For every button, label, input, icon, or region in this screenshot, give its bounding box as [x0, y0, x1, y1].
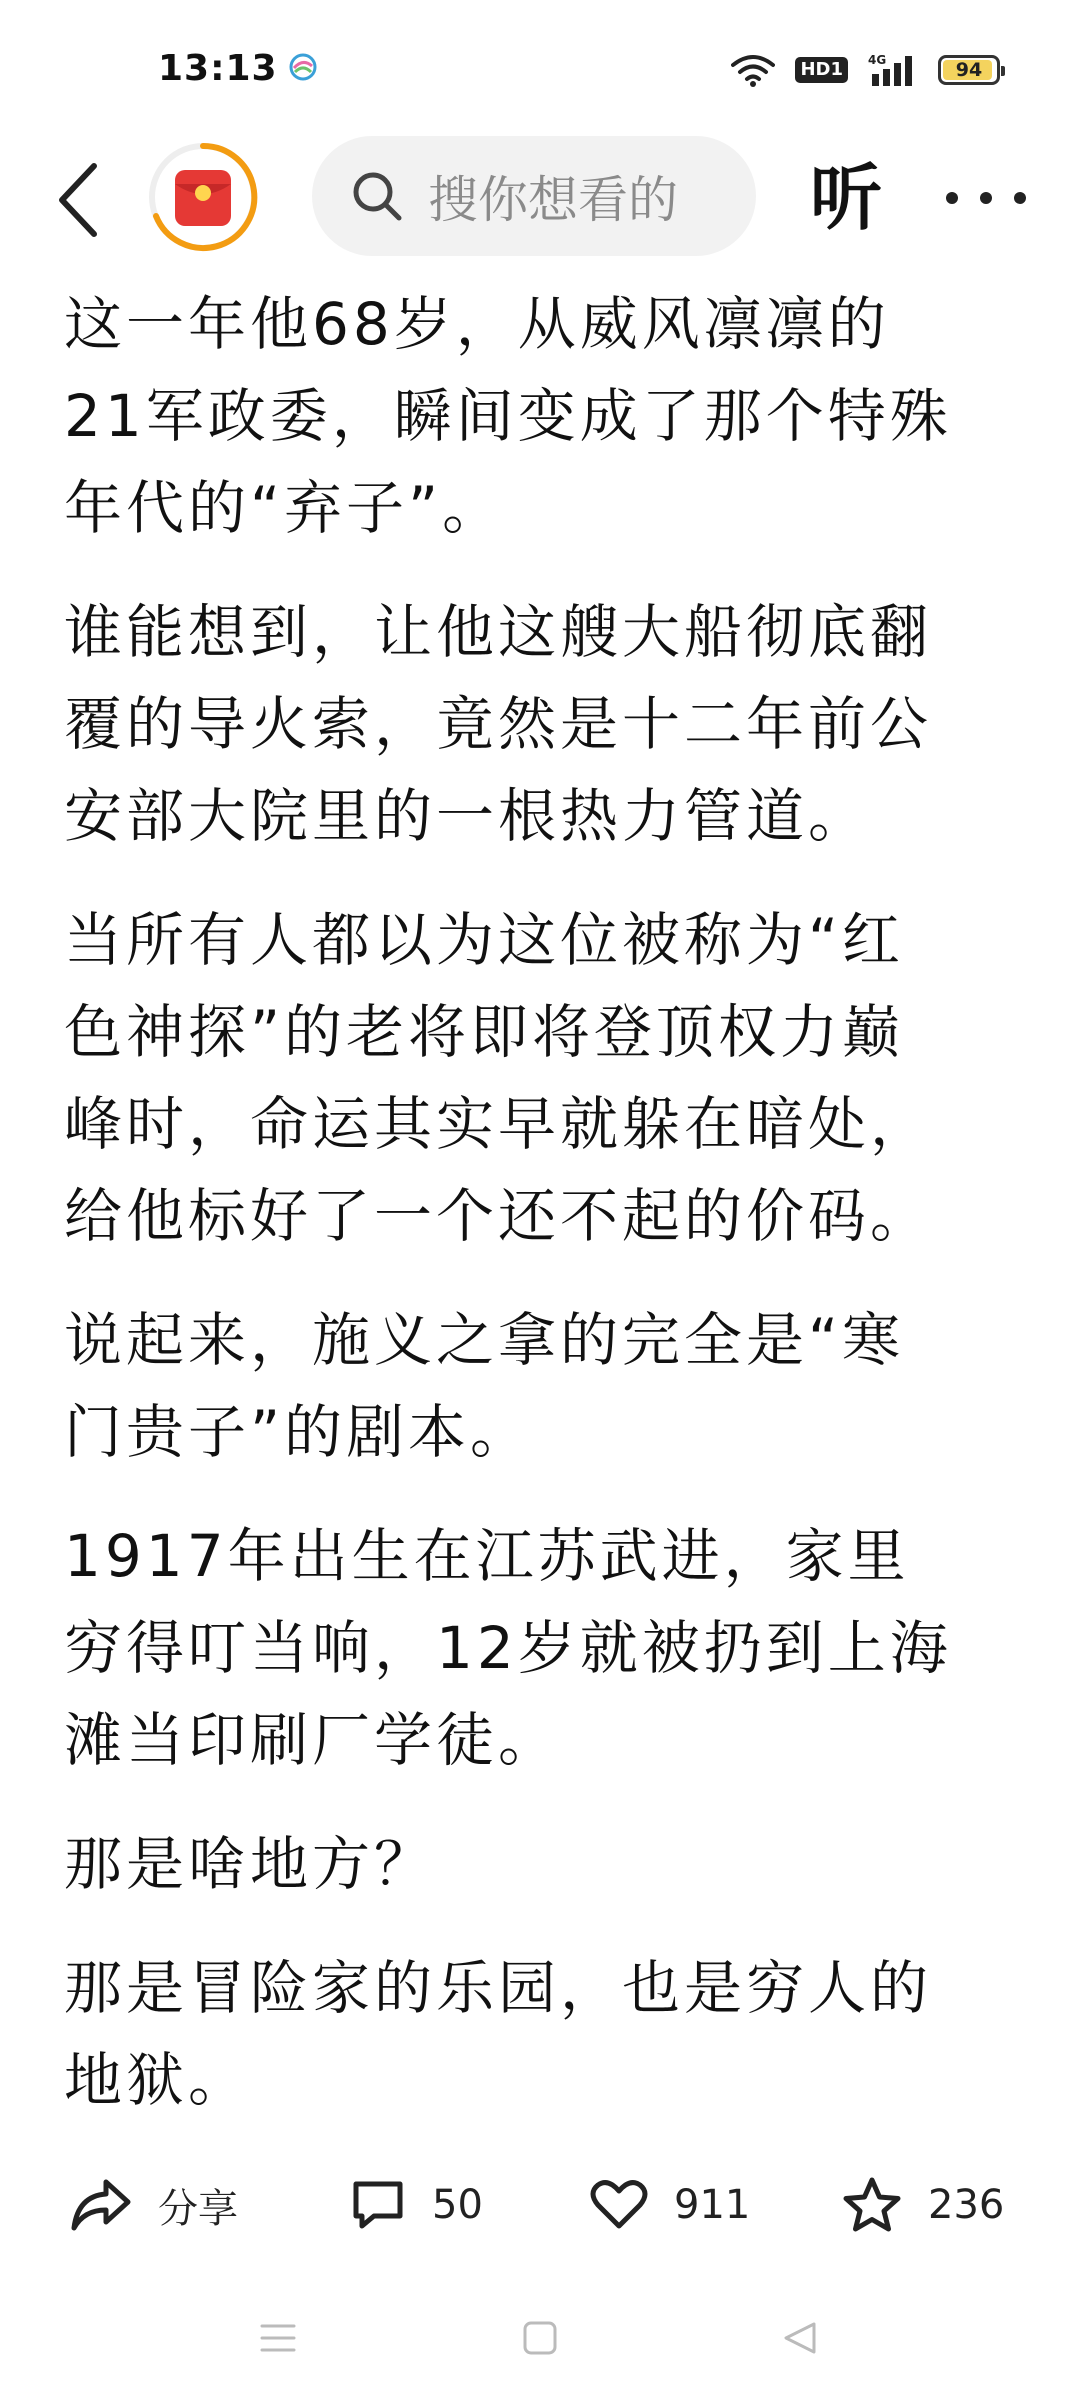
- article-paragraph: 谁能想到，让他这艘大船彻底翻覆的导火索，竟然是十二年前公安部大院里的一根热力管道。: [64, 598, 933, 850]
- menu-icon: [258, 2320, 298, 2356]
- search-input[interactable]: [312, 136, 756, 256]
- red-envelope-icon[interactable]: [148, 142, 258, 252]
- triangle-back-icon: [780, 2318, 820, 2358]
- search-icon: [350, 169, 404, 223]
- app-notification-icon: [288, 52, 318, 82]
- more-dot-icon: [946, 192, 958, 204]
- comment-button[interactable]: [350, 2170, 483, 2240]
- comment-icon: [350, 2178, 406, 2232]
- status-bar: [0, 0, 1080, 130]
- battery-level: 94: [955, 59, 983, 81]
- share-button[interactable]: [70, 2170, 238, 2240]
- like-count: 911: [674, 2182, 751, 2228]
- listen-button[interactable]: 听: [810, 156, 883, 240]
- article-paragraph: 1917年出生在江苏武进，家里穷得叮当响，12岁就被扔到上海滩当印刷厂学徒。: [64, 1522, 952, 1774]
- more-options-button[interactable]: [946, 170, 1026, 226]
- share-icon: [70, 2176, 132, 2234]
- more-dot-icon: [1014, 192, 1026, 204]
- wifi-icon: [731, 53, 775, 87]
- comment-count: 50: [432, 2182, 483, 2228]
- status-indicators: [731, 50, 1000, 90]
- home-square-icon: [521, 2319, 559, 2357]
- star-icon: [842, 2176, 902, 2234]
- article-paragraph: 那是冒险家的乐园，也是穷人的地狱。: [64, 1954, 933, 2114]
- search-placeholder: 搜你想看的: [428, 171, 678, 229]
- menu-button[interactable]: [248, 2308, 308, 2368]
- article-paragraph: 说起来，施义之拿的完全是“寒门贵子”的剧本。: [64, 1306, 905, 1466]
- home-button[interactable]: [510, 2308, 570, 2368]
- like-button[interactable]: [590, 2170, 750, 2240]
- favorite-button[interactable]: [842, 2170, 1004, 2240]
- back-nav-button[interactable]: [770, 2308, 830, 2368]
- favorite-count: 236: [928, 2182, 1005, 2228]
- article-paragraph: 当所有人都以为这位被称为“红色神探”的老将即将登顶权力巅峰时，命运其实早就躲在暗处，给他标好了一个还不起的价码。: [64, 906, 933, 1250]
- top-header: [0, 130, 1080, 270]
- status-time: 13:13: [158, 48, 278, 89]
- article-body: [64, 278, 964, 2158]
- back-button[interactable]: [48, 160, 108, 240]
- share-label: 分享: [158, 2185, 238, 2232]
- article-paragraph: 这一年他68岁，从威风凛凛的21军政委，瞬间变成了那个特殊年代的“弃子”。: [64, 290, 952, 542]
- battery-indicator: [938, 55, 1000, 85]
- svg-text:4G: 4G: [868, 53, 887, 67]
- signal-4g-icon: [868, 52, 918, 88]
- heart-icon: [590, 2178, 648, 2232]
- system-nav-bar: [0, 2290, 1080, 2400]
- more-dot-icon: [980, 192, 992, 204]
- chevron-left-icon: [56, 162, 100, 238]
- action-bar: [0, 2150, 1080, 2260]
- article-paragraph: 那是啥地方？: [64, 1830, 437, 1898]
- hd-badge: HD1: [795, 57, 848, 83]
